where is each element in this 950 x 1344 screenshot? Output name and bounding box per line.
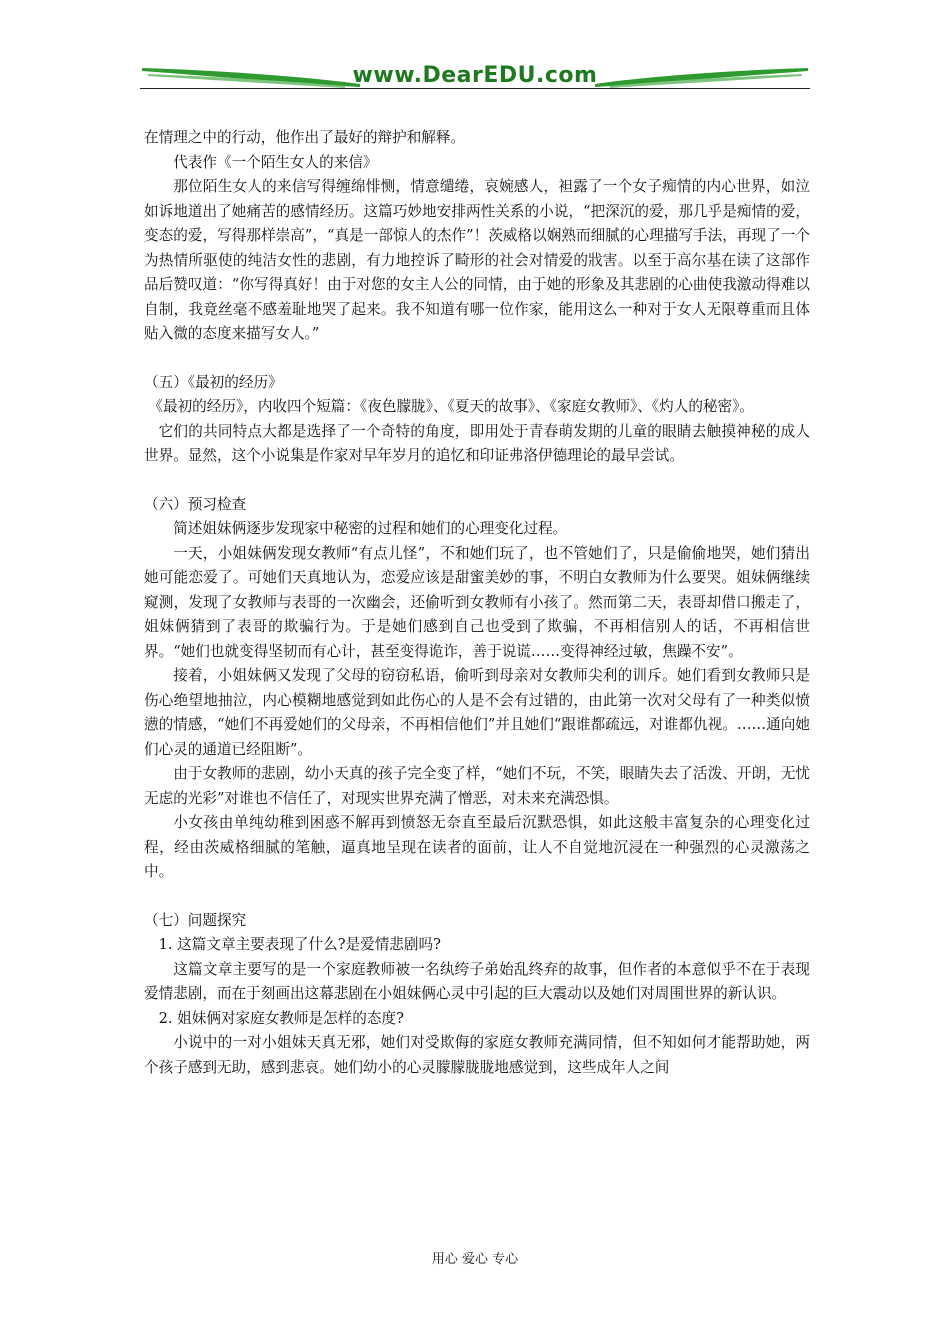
section-heading-6: （六）预习检查 (144, 495, 247, 513)
section-heading-5: （五）《最初的经历》 (144, 373, 283, 391)
paragraph: 那位陌生女人的来信写得缠绵悱恻，情意缱绻，哀婉感人，袒露了一个女子痴情的内心世界，如泣如诉地道出了她痛苦的感情经历。这篇巧妙地安排两性关系的小说，“把深沉的爱，那几乎是痴情的爱，变态的爱，写得那样崇高”，“真是一部惊人的杰作”！茨威格以娴熟而细腻的心理描写手法，再现了一个为热情所驱使的纯洁女性的悲剧，有力地控诉了畸形的社会对情爱的戕害。以至于高尔基在读了这部作品后赞叹道：“你写得真好！由于对您的女主人公的同情，由于她的形象及其悲剧的心曲使我激动得难以自制，我竟丝毫不感羞耻地哭了起来。我不知道有哪一位作家，能用这么一种对于女人无限尊重而且体贴入微的态度来描写女人。” (144, 178, 810, 342)
question-2: 2. 姐妹俩对家庭女教师是怎样的态度? (158, 1009, 404, 1027)
site-name-logo: www.DearEDU.com (352, 63, 598, 88)
paragraph: 小女孩由单纯幼稚到困惑不解再到愤怒无奈直至最后沉默恐惧，如此这般丰富复杂的心理变化过程，经由茨威格细腻的笔触，逼真地呈现在读者的面前，让人不自觉地沉浸在一种强烈的心灵激荡之中。 (144, 814, 810, 880)
representative-work-heading: 代表作《一个陌生女人的来信》 (173, 153, 378, 171)
document-body (144, 126, 810, 1080)
paragraph: 它们的共同特点大都是选择了一个奇特的角度，即用处于青春萌发期的儿童的眼睛去触摸神秘的成人世界。显然，这个小说集是作家对早年岁月的追忆和印证弗洛伊德理论的最早尝试。 (144, 422, 810, 464)
answer-2: 小说中的一对小姐妹天真无邪，她们对受欺侮的家庭女教师充满同情，但不知如何才能帮助她，两个孩子感到无助，感到悲哀。她们幼小的心灵朦朦胧胧地感觉到，这些成年人之间 (144, 1034, 810, 1076)
page-header (140, 60, 810, 96)
paragraph: 接着，小姐妹俩又发现了父母的窃窃私语，偷听到母亲对女教师尖利的训斥。她们看到女教师只是伤心绝望地抽泣，内心模糊地感觉到如此伤心的人是不会有过错的，由此第一次对父母有了一种类似愤懑的情感，“她们不再爱她们的父母亲，不再相信他们”并且她们“跟谁都疏远，对谁都仇视。……通向她们心灵的通道已经阻断”。 (144, 667, 810, 758)
question-1: 1. 这篇文章主要表现了什么?是爱情悲剧吗? (158, 936, 441, 953)
paragraph: 简述姐妹俩逐步发现家中秘密的过程和她们的心理变化过程。 (173, 520, 568, 537)
paragraph: 在情理之中的行动，他作出了最好的辩护和解释。 (144, 129, 466, 146)
page-footer: 用心 爱心 专心 (431, 1252, 519, 1267)
header-rule (140, 88, 810, 89)
section-heading-7: （七）问题探究 (144, 911, 247, 929)
answer-1: 这篇文章主要写的是一个家庭教师被一名纨绔子弟始乱终弃的故事，但作者的本意似乎不在于表现爱情悲剧，而在于刻画出这幕悲剧在小姐妹俩心灵中引起的巨大震动以及她们对周围世界的新认识。 (144, 960, 810, 1002)
paragraph: 《最初的经历》，内收四个短篇：《夜色朦胧》、《夏天的故事》、《家庭女教师》、《灼人的秘密》。 (148, 398, 754, 415)
paragraph: 一天，小姐妹俩发现女教师“有点儿怪”，不和她们玩了，也不管她们了，只是偷偷地哭，她们猜出她可能恋爱了。可她们天真地认为，恋爱应该是甜蜜美妙的事，不明白女教师为什么要哭。姐妹俩继续窥测，发现了女教师与表哥的一次幽会，还偷听到女教师有小孩了。然而第二天，表哥却借口搬走了，姐妹俩猜到了表哥的欺骗行为。于是她们感到自己也受到了欺骗，不再相信别人的话，不再相信世界。“她们也就变得坚韧而有心计，甚至变得诡诈，善于说谎……变得神经过敏，焦躁不安”。 (144, 544, 810, 660)
paragraph: 由于女教师的悲剧，幼小天真的孩子完全变了样，“她们不玩，不笑，眼睛失去了活泼、开朗，无忧无虑的光彩”对谁也不信任了，对现实世界充满了憎恶，对未来充满恐惧。 (144, 765, 810, 807)
